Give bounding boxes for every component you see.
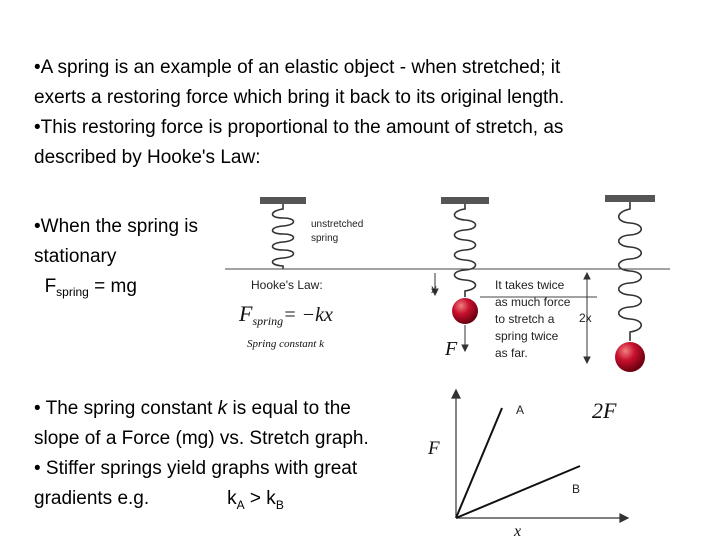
mass-ball-2 [615, 342, 645, 372]
formula-f: F [44, 276, 57, 297]
x-label: x [431, 282, 437, 296]
mass-ball-1 [452, 298, 478, 324]
line-b-label: B [572, 482, 581, 496]
hookes-law-figure [225, 185, 670, 385]
constant-paragraph [34, 394, 369, 520]
ka-sub: A [236, 497, 245, 512]
gt-kb: > k [244, 488, 276, 509]
intro-line-1: •A spring is an example of an elastic object - when stretched; it [34, 57, 561, 78]
formula-rest: = mg [88, 276, 137, 297]
graph-x-label: x [514, 523, 522, 538]
hooke-formula-sub: spring [252, 314, 284, 328]
intro-paragraph [34, 53, 564, 173]
hooke-formula [238, 301, 333, 328]
spring-stretched-2x [619, 202, 642, 341]
unstretched-label-1: unstretched [311, 219, 364, 230]
hooke-formula-rhs: = −kx [283, 304, 333, 326]
force-stretch-graph [420, 378, 640, 538]
kb-sub: B [275, 497, 284, 512]
line-a-label: A [516, 403, 525, 417]
ceiling-1 [260, 197, 306, 204]
intro-line-3: •This restoring force is proportional to the amount of stretch, as [34, 117, 564, 138]
constant-line-1-a: • The spring constant [34, 398, 218, 419]
twice-text-1: It takes twice [495, 278, 565, 292]
constant-line-1-b: is equal to the [227, 398, 351, 419]
2x-label: 2x [579, 311, 592, 325]
graph-y-label: F [428, 438, 440, 459]
ka-k: k [227, 488, 237, 509]
spring-constant-label: Spring constant k [247, 338, 324, 350]
intro-line-2: exerts a restoring force which bring it back to its original length. [34, 87, 565, 108]
twice-text [495, 278, 571, 360]
twice-text-3: to stretch a [495, 312, 555, 326]
stationary-line-1: •When the spring is [34, 216, 199, 237]
constant-k: k [217, 398, 228, 419]
constant-line-3: • Stiffer springs yield graphs with great [34, 458, 358, 479]
spring-stretched-x [455, 204, 476, 297]
twice-text-4: spring twice [495, 329, 559, 343]
formula-sub: spring [56, 285, 89, 299]
unstretched-label-2: spring [311, 233, 339, 244]
y-axis-arrow [452, 390, 460, 398]
hookes-law-label: Hooke's Law: [251, 278, 323, 292]
stationary-formula [34, 272, 198, 303]
2f-label: 2F [592, 398, 617, 423]
spring-unstretched [273, 204, 294, 269]
twice-text-2: as much force [495, 295, 571, 309]
hooke-formula-f: F [239, 301, 253, 326]
constant-line-1 [34, 394, 369, 424]
stationary-line-2: stationary [34, 246, 117, 267]
force-arrow-1 [462, 325, 468, 351]
twice-text-5: as far. [495, 346, 528, 360]
x-axis-arrow [620, 514, 628, 522]
intro-line-4: described by Hooke's Law: [34, 147, 261, 168]
stationary-paragraph [34, 212, 198, 303]
ceiling-2 [441, 197, 489, 204]
gradients-eg: gradients e.g. [34, 488, 150, 509]
constant-line-2: slope of a Force (mg) vs. Stretch graph. [34, 428, 369, 449]
ceiling-3 [605, 195, 655, 202]
f-label: F [445, 338, 458, 360]
constant-line-4 [34, 484, 369, 520]
